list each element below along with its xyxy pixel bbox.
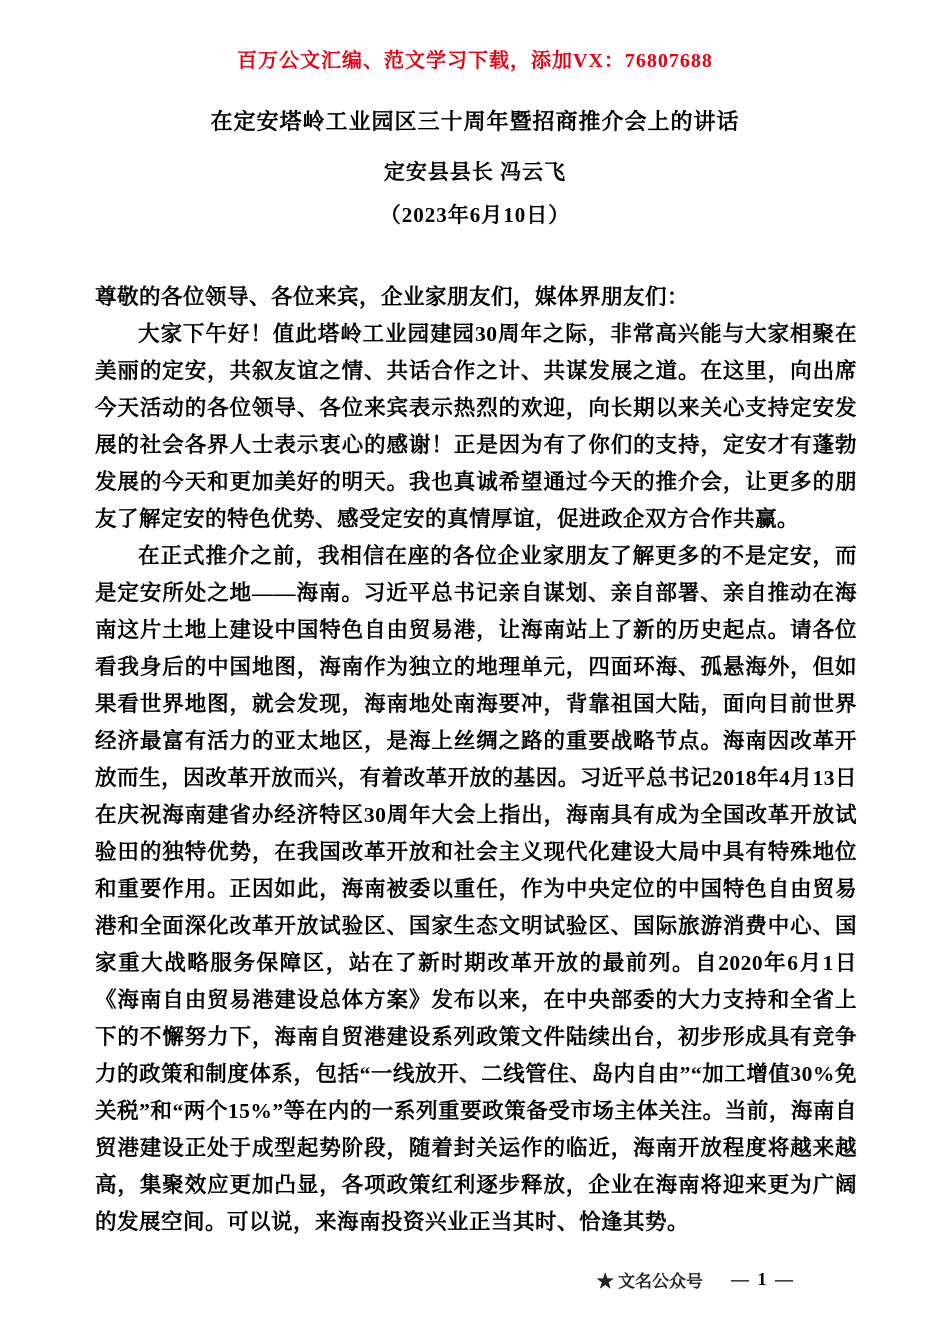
document-author: 定安县县长 冯云飞	[383, 160, 567, 184]
footer-watermark: ★ 文名公众号	[596, 1272, 703, 1291]
body-paragraph-1: 大家下午好！值此塔岭工业园建园30周年之际，非常高兴能与大家相聚在美丽的定安，共叙友谊之情、共话合作之计、共谋发展之道。在这里，向出席今天活动的各位领导、各位来宾表示热烈的欢迎，向长期以来关心支持定安发展的社会各界人士表示衷心的感谢！正是因为有了你们的支持，定安才有蓬勃发展的今天和更加美好的明天。我也真诚希望通过今天的推介会，让更多的朋友了解定安的特色优势、感受定安的真情厚谊，促进政企双方合作共赢。	[95, 322, 857, 531]
body-paragraph-2: 在正式推介之前，我相信在座的各位企业家朋友了解更多的不是定安，而是定安所处之地——海南。习近平总书记亲自谋划、亲自部署、亲自推动在海南这片土地上建设中国特色自由贸易港，让海南站上了新的历史起点。请各位看我身后的中国地图，海南作为独立的地理单元，四面环海、孤悬海外，但如果看世界地图，就会发现，海南地处南海要冲，背靠祖国大陆，面向目前世界经济最富有活力的亚太地区，是海上丝绸之路的重要战略节点。海南因改革开放而生，因改革开放而兴，有着改革开放的基因。习近平总书记2018年4月13日在庆祝海南建省办经济特区30周年大会上指出，海南具有成为全国改革开放试验田的独特优势，在我国改革开放和社会主义现代化建设大局中具有特殊地位和重要作用。正因如此，海南被委以重任，作为中央定位的中国特色自由贸易港和全面深化改革开放试验区、国家生态文明试验区、国际旅游消费中心、国家重大战略服务保障区，站在了新时期改革开放的最前列。自2020年6月1日《海南自由贸易港建设总体方案》发布以来，在中央部委的大力支持和全省上下的不懈努力下，海南自贸港建设系列政策文件陆续出台，初步形成具有竞争力的政策和制度体系，包括“一线放开、二线管住、岛内自由”“加工增值30%免关税”和“两个15%”等在内的一系列重要政策备受市场主体关注。当前，海南自贸港建设正处于成型起势阶段，随着封关运作的临近，海南开放程度将越来越高，集聚效应更加凸显，各项政策红利逐步释放，企业在海南将迎来更为广阔的发展空间。可以说，来海南投资兴业正当其时、恰逢其势。	[95, 544, 857, 1234]
document-title: 在定安塔岭工业园区三十周年暨招商推介会上的讲话	[210, 109, 740, 134]
document-date: （2023年6月10日）	[379, 203, 571, 227]
promo-banner-text: 百万公文汇编、范文学习下载，添加VX：76807688	[237, 50, 713, 72]
page-number: — 1 —	[731, 1269, 795, 1289]
salutation-line: 尊敬的各位领导、各位来宾，企业家朋友们，媒体界朋友们：	[95, 285, 690, 309]
document-body	[95, 279, 857, 1241]
page-footer	[0, 1267, 795, 1292]
